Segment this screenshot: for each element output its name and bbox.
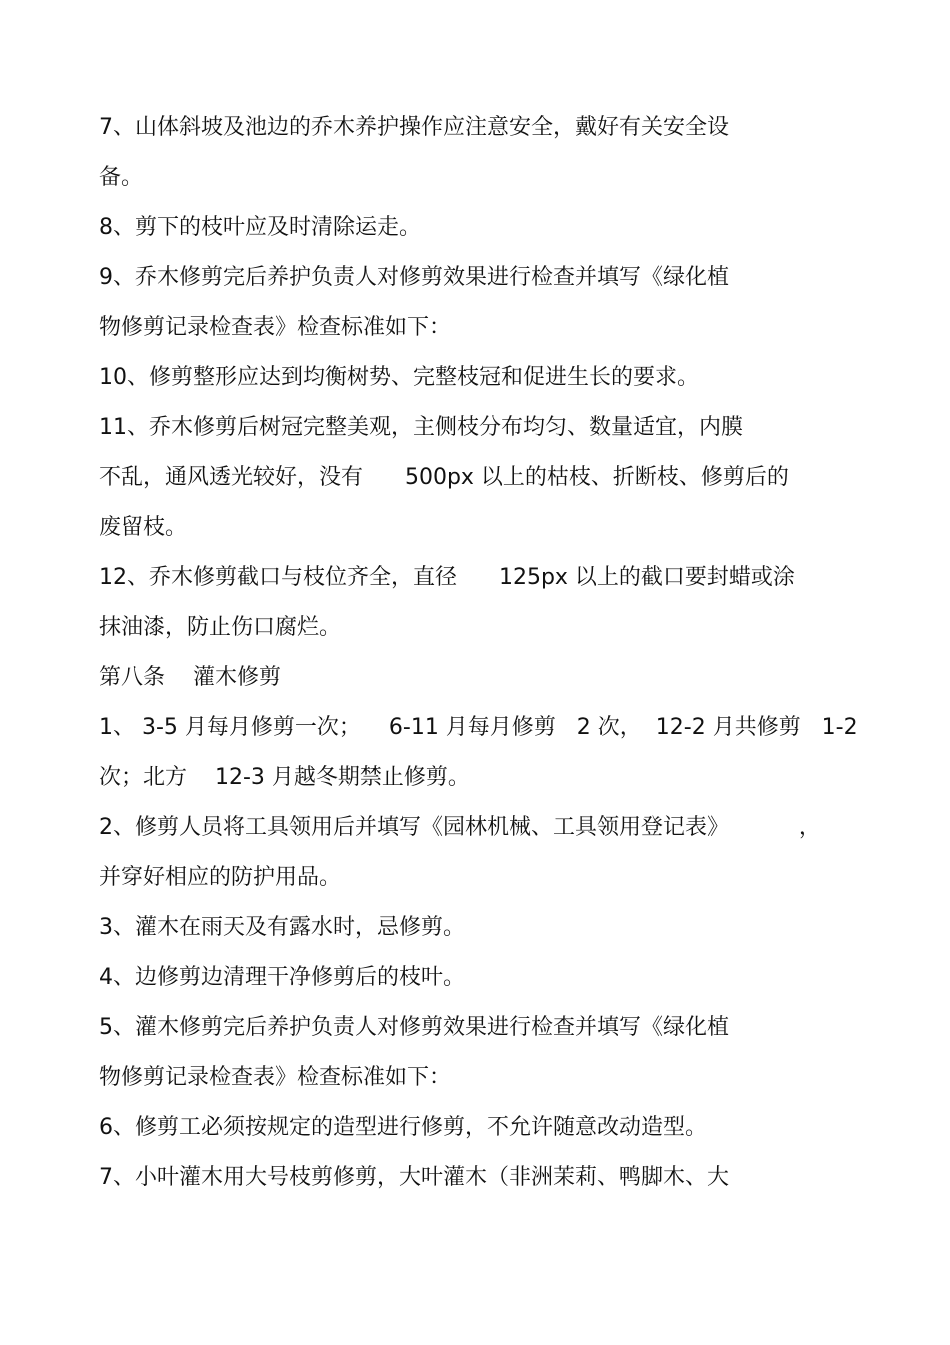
text-line: 7、小叶灌木用大号枝剪修剪，大叶灌木（非洲茉莉、鸭脚木、大 [99,1165,729,1190]
text-line: 抹油漆，防止伤口腐烂。 [99,615,342,640]
text-line: 4、边修剪边清理干净修剪后的枝叶。 [99,965,465,990]
text-line: 6、修剪工必须按规定的造型进行修剪，不允许随意改动造型。 [99,1115,707,1140]
text-line: 废留枝。 [99,515,188,540]
text-line: 物修剪记录检查表》检查标准如下： [99,315,452,340]
text-line: 2、修剪人员将工具领用后并填写《园林机械、工具领用登记表》 ， [99,815,821,840]
text-line: 11、乔木修剪后树冠完整美观，主侧枝分布均匀、数量适宜，内膜 [99,415,743,440]
text-line: 7、山体斜坡及池边的乔木养护操作应注意安全，戴好有关安全设 [99,115,729,140]
text-line: 物修剪记录检查表》检查标准如下： [99,1065,452,1090]
text-line: 备。 [99,165,144,190]
text-line: 不乱，通风透光较好，没有 500px 以上的枯枝、折断枝、修剪后的 [99,465,789,490]
text-line: 12、乔木修剪截口与枝位齐全，直径 125px 以上的截口要封蜡或涂 [99,565,795,590]
text-line: 并穿好相应的防护用品。 [99,865,342,890]
section-heading: 第八条 灌木修剪 [99,665,281,690]
text-line: 8、剪下的枝叶应及时清除运走。 [99,215,421,240]
text-line: 9、乔木修剪完后养护负责人对修剪效果进行检查并填写《绿化植 [99,265,729,290]
text-line: 次；北方 12-3 月越冬期禁止修剪。 [99,765,470,790]
text-line: 1、 3-5 月每月修剪一次； 6-11 月每月修剪 2 次， 12-2 月共修剪 1-2 [99,715,858,740]
text-line: 5、灌木修剪完后养护负责人对修剪效果进行检查并填写《绿化植 [99,1015,729,1040]
text-line: 10、修剪整形应达到均衡树势、完整枝冠和促进生长的要求。 [99,365,699,390]
text-line: 3、灌木在雨天及有露水时，忌修剪。 [99,915,465,940]
